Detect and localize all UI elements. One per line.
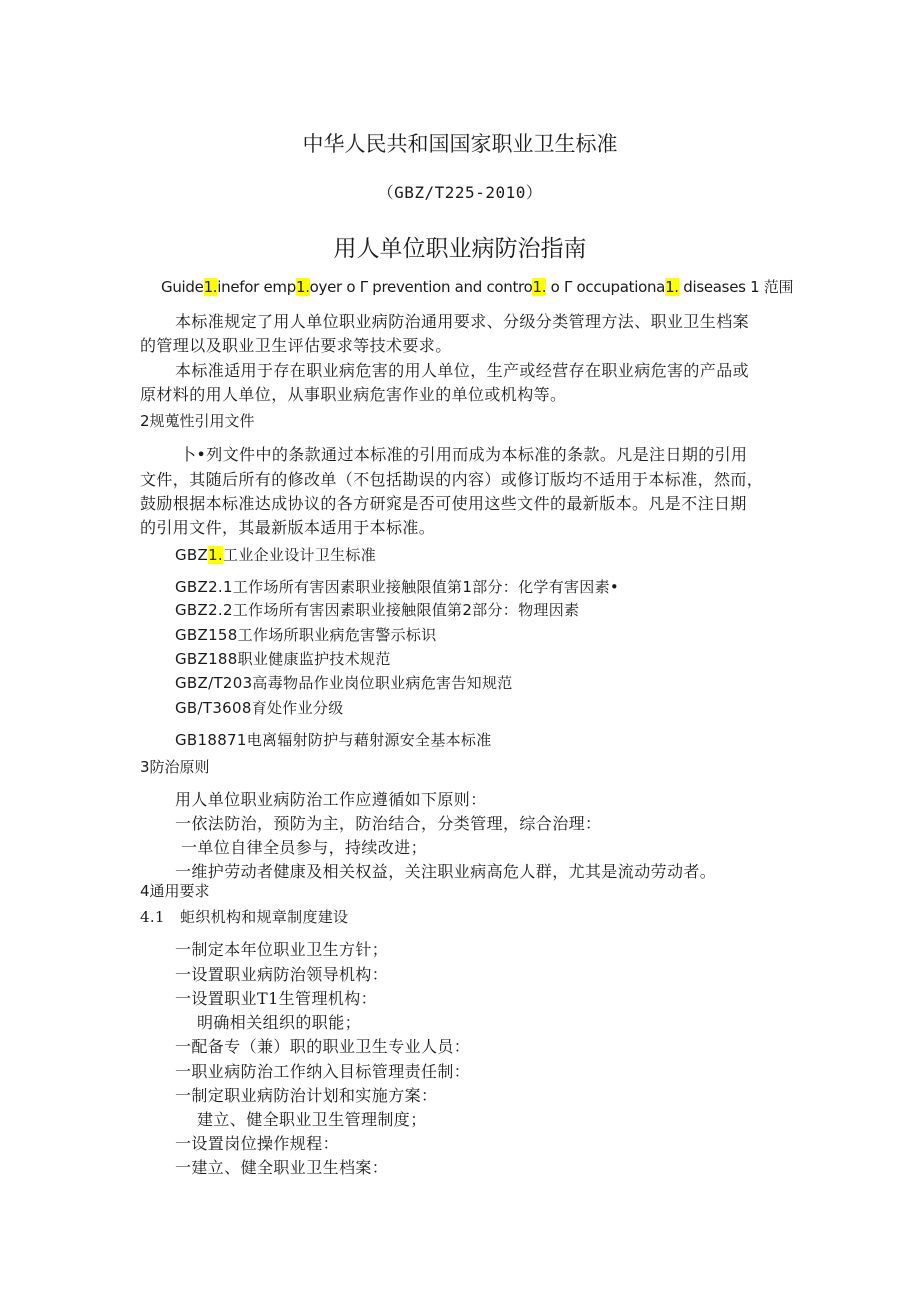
principle-item: 一单位自律全员参与，持续改进； [181,838,428,857]
highlight-mark: 1. [532,278,547,296]
reference-item: GB18871电离辐射防护与藉射源安全基本标准 [175,731,492,749]
english-subtitle [161,276,793,297]
paragraph-line: 原材料的用人单位，从事职业病危害作业的单位或机构等。 [140,385,567,404]
subtitle-part: o Γ occupationa [546,278,666,296]
section-heading: 2规蒐性引用文件 [140,412,255,430]
paragraph-line: 文件，其随后所有的修改单（不包括勘误的内容）或修订版均不适用于本标准，然而， [140,470,764,489]
highlight-mark: 1. [203,278,218,296]
reference-item: GBZ2.2工作场所有害因素职业接触限值第2部分：物理因素 [175,601,580,619]
reference-item: GBZ188职业健康监护技术规范 [175,650,391,668]
reference-item [175,544,376,565]
standard-number: （GBZ/T225-2010） [377,183,543,202]
reference-item: GBZ2.1工作场所有害因素职业接触限值第1部分：化学有害因素• [175,578,620,596]
paragraph-line: 卜•列文件中的条款通过本标准的引用而成为本标准的条款。凡是注日期的引用 [180,445,748,464]
paragraph-line: 的管理以及职业卫生评估要求等技术要求。 [140,336,452,355]
highlight-mark: 1. [665,278,679,296]
subtitle-part: Guide [161,278,204,296]
principle-item: 一维护劳动者健康及相关权益，关注职业病高危人群，尤其是流动劳动者。 [175,862,717,881]
paragraph-line: 鼓励根据本标准达成协议的各方研窕是否可使用这些文件的最新版本。凡是不注日期 [140,494,747,513]
section-heading: 4通用要求 [140,882,210,900]
paragraph-line: 用人单位职业病防治工作应遵循如下原则： [175,790,487,809]
subtitle-part: oyer o Γ prevention and contro [309,278,533,296]
requirement-item: 一设置职业T1生管理机构： [175,989,378,1008]
reference-code: GBZ [175,546,209,564]
requirement-item: 一设置职业病防治领导机构： [175,965,389,984]
reference-item: GBZ/T203高毒物品作业岗位职业病危害告知规范 [175,674,513,692]
requirement-item: 一职业病防治工作纳入目标管理责任制： [175,1062,471,1081]
document-header-title: 中华人民共和国国家职业卫生标准 [302,132,618,156]
subsection-heading: 4.1 蚷织机构和规章制度建设 [140,908,349,926]
paragraph-line: 本标准规定了用人单位职业病防治通用要求、分级分类管理方法、职业卫生档案 [175,312,750,331]
requirement-item: 建立、健全职业卫生管理制度； [197,1110,427,1129]
paragraph-line: 的引用文件，其最新版本适用于本标准。 [140,518,436,537]
requirement-item: 一建立、健全职业卫生档案： [175,1158,389,1177]
highlight-mark: 1. [295,278,310,296]
section-heading: 3防治原则 [140,758,210,776]
subtitle-part: inefor emp [217,278,296,296]
reference-item: GBZ158工作场所职业病危害警示标识 [175,626,437,644]
subtitle-part: diseases 1 范围 [678,278,794,296]
requirement-item: 明确相关组织的职能； [197,1013,362,1032]
highlight-mark: 1. [208,546,224,564]
document-title: 用人单位职业病防治指南 [333,236,587,262]
requirement-item: 一制定本年位职业卫生方针； [175,940,389,959]
requirement-item: 一配备专（兼）职的职业卫生专业人员： [175,1037,471,1056]
reference-item: GB/T3608育处作业分级 [175,699,344,717]
principle-item: 一依法防治，预防为主，防治结合，分类管理，综合治理： [175,814,602,833]
reference-title: 工业企业设计卫生标准 [223,546,377,564]
requirement-item: 一制定职业病防治计划和实施方案： [175,1086,438,1105]
requirement-item: 一设置岗位操作规程： [175,1134,340,1153]
paragraph-line: 本标准适用于存在职业病危害的用人单位，生产或经营存在职业病危害的产品或 [175,361,750,380]
